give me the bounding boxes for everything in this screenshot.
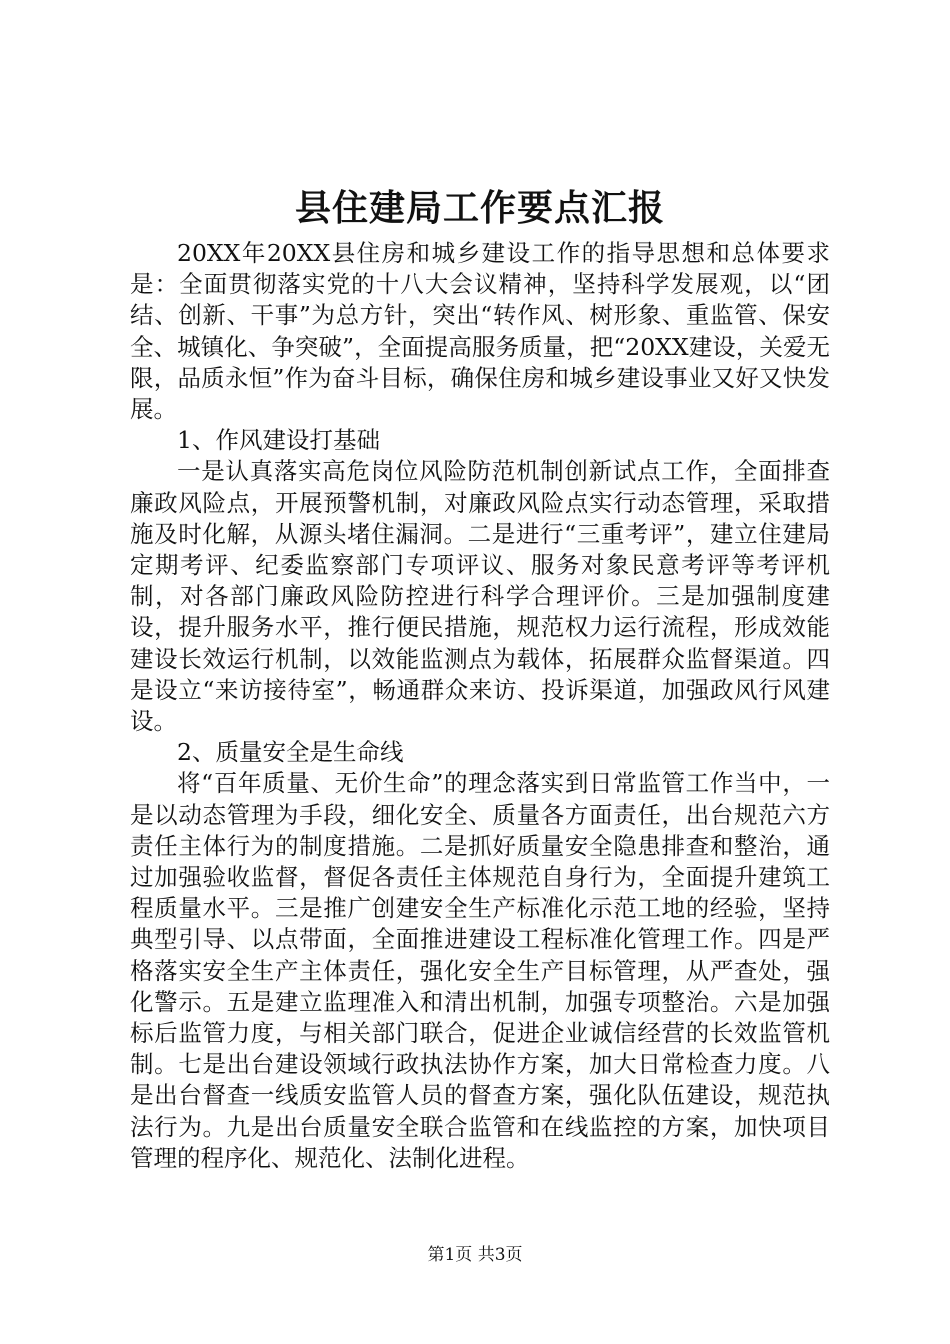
section-heading: 2、质量安全是生命线	[177, 738, 404, 767]
section-body: 将“百年质量、无价生命”的理念落实到日常监管工作当中，一是以动态管理为手段，细化安全、质量各方面责任，出台规范六方责任主体行为的制度措施。二是抓好质量安全隐患排查和整治，通过加强验收监督，督促各责任主体规范自身行为，全面提升建筑工程质量水平。三是推广创建安全生产标准化示范工地的经验，坚持典型引导、以点带面，全面推进建设工程标准化管理工作。四是严格落实安全生产主体责任，强化安全生产目标管理，从严查处，强化警示。五是建立监理准入和清出机制，加强专项整治。六是加强标后监管力度，与相关部门联合，促进企业诚信经营的长效监管机制。七是出台建设领域行政执法协作方案，加大日常检查力度。八是出台督查一线质安监管人员的督查方案，强化队伍建设，规范执法行为。九是出台质量安全联合监管和在线监控的方案，加快项目管理的程序化、规范化、法制化进程。	[130, 769, 830, 1172]
section-heading: 1、作风建设打基础	[177, 426, 380, 455]
document-page	[130, 180, 830, 1174]
intro-paragraph: 20XX年20XX县住房和城乡建设工作的指导思想和总体要求是：全面贯彻落实党的十八大会议精神，坚持科学发展观，以“团结、创新、干事”为总方针，突出“转作风、树形象、重监管、保安全、城镇化、争突破”，全面提高服务质量，把“20XX建设，关爱无限，品质永恒”作为奋斗目标，确保住房和城乡建设事业又好又快发展。	[130, 239, 830, 424]
section-body: 一是认真落实高危岗位风险防范机制创新试点工作，全面排查廉政风险点，开展预警机制，对廉政风险点实行动态管理，采取措施及时化解，从源头堵住漏洞。二是进行“三重考评”，建立住建局定期考评、纪委监察部门专项评议、服务对象民意考评等考评机制，对各部门廉政风险防控进行科学合理评价。三是加强制度建设，提升服务水平，推行便民措施，规范权力运行流程，形成效能建设长效运行机制，以效能监测点为载体，拓展群众监督渠道。四是设立“来访接待室”，畅通群众来访、投诉渠道，加强政风行风建设。	[130, 457, 830, 736]
document-title: 县住建局工作要点汇报	[294, 187, 665, 229]
page-number-footer: 第1页 共3页	[427, 1245, 523, 1265]
